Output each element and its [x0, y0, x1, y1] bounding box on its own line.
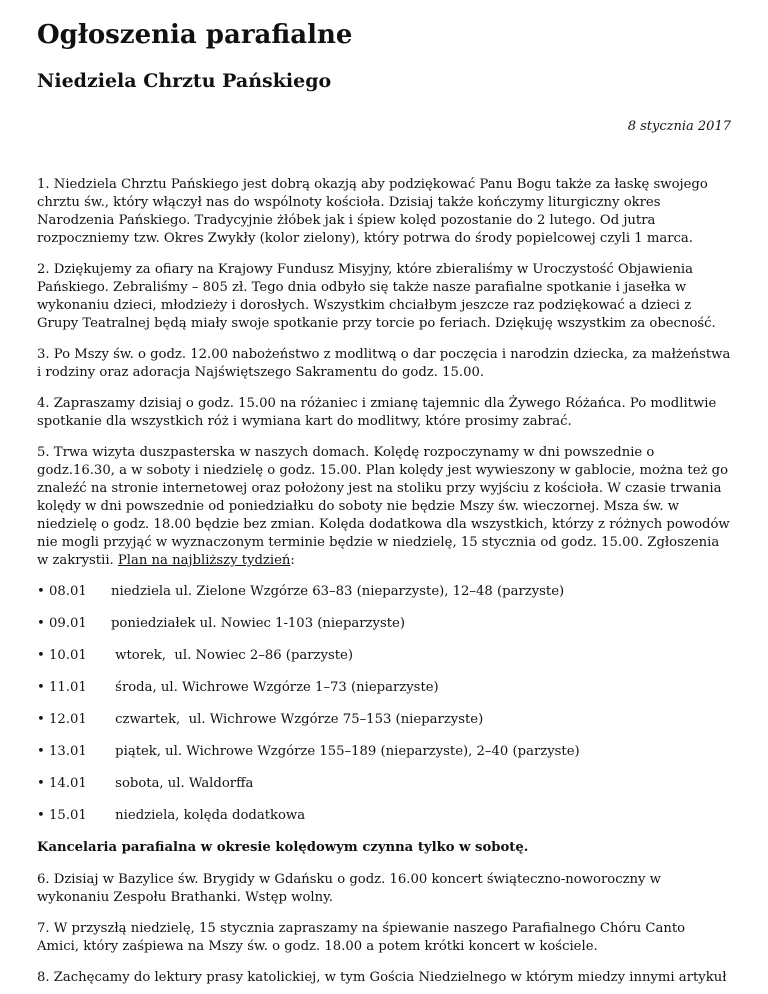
schedule-description: wtorek, ul. Nowiec 2–86 (parzyste) [110, 648, 353, 663]
schedule-date: 09.01 [48, 616, 87, 631]
bullet-icon: • [37, 808, 49, 823]
schedule-description: niedziela ul. Zielone Wzgórze 63–83 (nieparzyste), 12–48 (parzyste) [110, 584, 565, 599]
schedule-item [37, 615, 731, 633]
paragraph-5-colon: : [290, 553, 295, 568]
schedule-plan-link[interactable]: Plan na najbliższy tydzień [117, 553, 291, 568]
announcement-paragraph-1: 1. Niedziela Chrztu Pańskiego jest dobrą okazją aby podziękować Panu Bogu także za łaskę swojego chrztu św., który włączył nas do wspólnoty kościoła. Dzisiaj także kończymy liturgiczny okres Narodzenia Pańskiego. Tradycyjnie żłóbek jak i śpiew kolęd pozostanie do 2 lutego. Od jutra rozpoczniemy tzw. Okres Zwykły (kolor zielony), który potrwa do środy popielcowej czyli 1 marca. [37, 177, 708, 246]
visit-schedule-list [37, 583, 731, 825]
schedule-date: 08.01 [48, 584, 87, 599]
schedule-item [37, 743, 731, 761]
schedule-description: niedziela, kolęda dodatkowa [110, 808, 306, 823]
schedule-date: 11.01 [48, 680, 87, 695]
schedule-description: środa, ul. Wichrowe Wzgórze 1–73 (nieparzyste) [110, 680, 439, 695]
office-hours-note: Kancelaria parafialna w okresie kolędowym czynna tylko w sobotę. [37, 840, 529, 855]
schedule-date: 12.01 [48, 712, 87, 727]
schedule-description: piątek, ul. Wichrowe Wzgórze 155–189 (nieparzyste), 2–40 (parzyste) [110, 744, 580, 759]
schedule-item [37, 807, 731, 825]
announcement-paragraph-8: 8. Zachęcamy do lektury prasy katolickiej, w tym Gościa Niedzielnego w którym miedzy innymi artykuł [37, 970, 727, 985]
schedule-date: 13.01 [48, 744, 87, 759]
announcement-paragraph-7: 7. W przyszłą niedzielę, 15 stycznia zapraszamy na śpiewanie naszego Parafialnego Chóru Canto Amici, który zaśpiewa na Mszy św. o godz. 18.00 a potem krótki koncert w kościele. [37, 921, 686, 954]
schedule-date: 10.01 [48, 648, 87, 663]
schedule-date: 15.01 [48, 808, 87, 823]
page-title: Ogłoszenia parafialne [37, 20, 353, 50]
schedule-description: sobota, ul. Waldorffa [110, 776, 254, 791]
announcement-paragraph-5 [37, 444, 731, 570]
announcement-paragraph-2: 2. Dziękujemy za ofiary na Krajowy Fundusz Misyjny, które zbieraliśmy w Uroczystość Objawienia Pańskiego. Zebraliśmy – 805 zł. Tego dnia odbyło się także nasze parafialne spotkanie i jasełka w wykonaniu dzieci, młodzieży i dorosłych. Wszystkim chciałbym jeszcze raz podziękować a dzieci z Grupy Teatralnej będą miały swoje spotkanie przy torcie po feriach. Dziękuję wszystkim za obecność. [37, 262, 716, 331]
schedule-description: czwartek, ul. Wichrowe Wzgórze 75–153 (nieparzyste) [110, 712, 484, 727]
announcement-paragraph-3: 3. Po Mszy św. o godz. 12.00 nabożeństwo z modlitwą o dar poczęcia i narodzin dziecka, za małżeństwa i rodziny oraz adoracja Najświętszego Sakramentu do godz. 15.00. [37, 347, 731, 380]
schedule-item [37, 583, 731, 601]
announcements-body [37, 176, 731, 987]
bullet-icon: • [37, 744, 49, 759]
bullet-icon: • [37, 712, 49, 727]
page-subtitle: Niedziela Chrztu Pańskiego [37, 70, 332, 92]
announcement-date: 8 stycznia 2017 [627, 119, 731, 134]
bullet-icon: • [37, 648, 49, 663]
announcement-paragraph-4: 4. Zapraszamy dzisiaj o godz. 15.00 na różaniec i zmianę tajemnic dla Żywego Różańca. Po modlitwie spotkanie dla wszystkich róż i wymiana kart do modlitwy, które prosimy zabrać. [37, 396, 717, 429]
bullet-icon: • [37, 680, 49, 695]
schedule-item [37, 679, 731, 697]
schedule-item [37, 711, 731, 729]
schedule-item [37, 775, 731, 793]
paragraph-5-text: 5. Trwa wizyta duszpasterska w naszych domach. Kolędę rozpoczynamy w dni powszednie o godz.16.30, a w soboty i niedzielę o godz. 15.00. Plan kolędy jest wywieszony w gablocie, można też go znaleźć na stronie internetowej oraz położony jest na stoliku przy wyjściu z kościoła. W czasie trwania kolędy w dni powszednie od poniedziałku do soboty nie będzie Mszy św. wieczornej. Msza św. w niedzielę o godz. 18.00 będzie bez zmian. Kolęda dodatkowa dla wszystkich, którzy z różnych powodów nie mogli przyjąć w wyznaczonym terminie będzie w niedzielę, 15 stycznia od godz. 15.00. Zgłoszenia w zakrystii. [37, 445, 730, 568]
schedule-item [37, 647, 731, 665]
announcement-paragraph-6: 6. Dzisiaj w Bazylice św. Brygidy w Gdańsku o godz. 16.00 koncert świąteczno-noworoczny w wykonaniu Zespołu Brathanki. Wstęp wolny. [37, 872, 661, 905]
bullet-icon: • [37, 616, 49, 631]
schedule-date: 14.01 [48, 776, 87, 791]
bullet-icon: • [37, 584, 49, 599]
bullet-icon: • [37, 776, 49, 791]
schedule-description: poniedziałek ul. Nowiec 1-103 (nieparzyste) [110, 616, 405, 631]
